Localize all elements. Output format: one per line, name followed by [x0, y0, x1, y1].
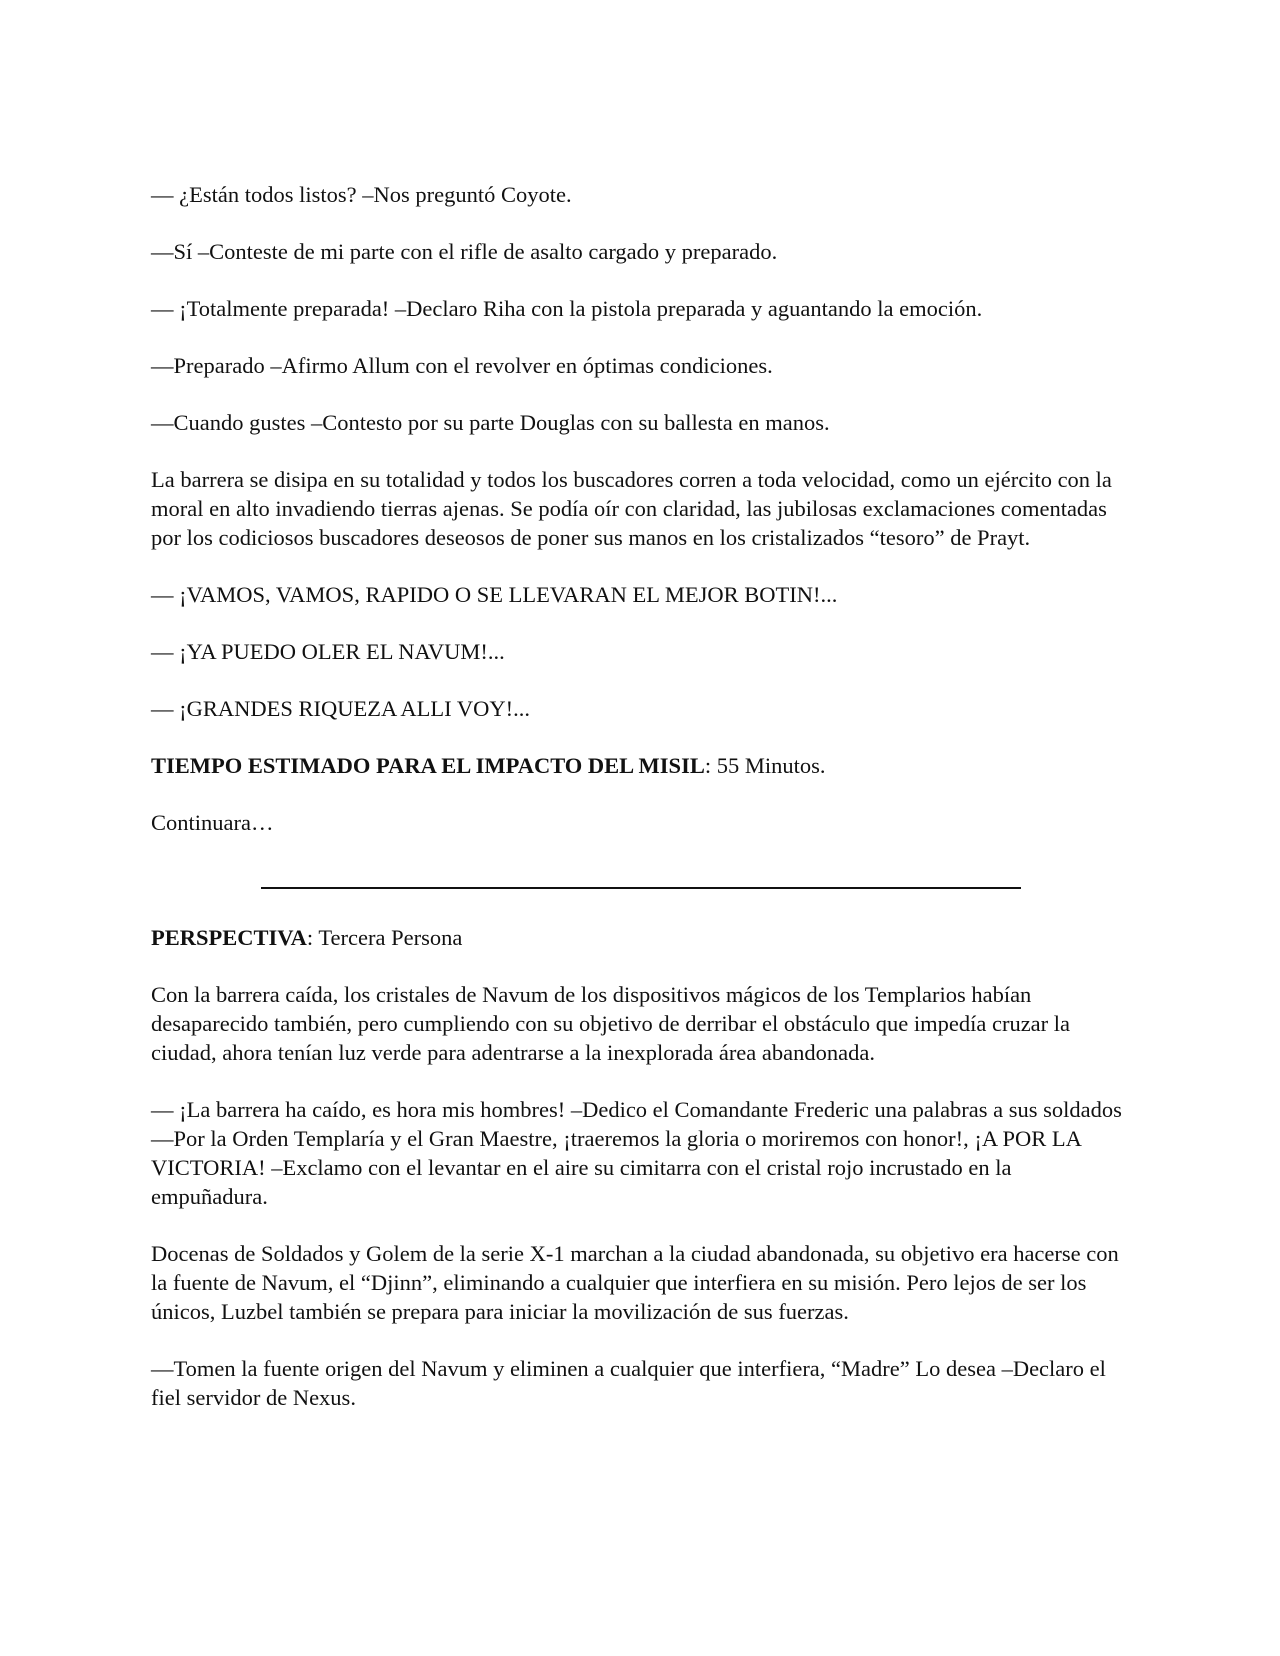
dialogue-paragraph: — ¡La barrera ha caído, es hora mis hombres! –Dedico el Comandante Frederic una palabras a sus soldados —Por la Orden Templaría y el Gran Maestre, ¡traeremos la gloria o moriremos con honor!, ¡A POR LA VICTORIA! –Exclamo con el levantar en el aire su cimitarra con el cristal rojo incrustado en la empuñadura.: [151, 1097, 1122, 1209]
dialogue-line: —Preparado –Afirmo Allum con el revolver en óptimas condiciones.: [151, 353, 773, 378]
dialogue-paragraph: —Tomen la fuente origen del Navum y eliminen a cualquier que interfiera, “Madre” Lo desea –Declaro el fiel servidor de Nexus.: [151, 1356, 1106, 1410]
document-body: [151, 180, 1131, 1440]
narrative-paragraph: La barrera se disipa en su totalidad y todos los buscadores corren a toda velocidad, como un ejército con la moral en alto invadiendo tierras ajenas. Se podía oír con claridad, las jubilosas exclamaciones comentadas por los codiciosos buscadores deseosos de poner sus manos en los cristalizados “tesoro” de Prayt.: [151, 467, 1112, 550]
perspective-label: PERSPECTIVA: [151, 925, 307, 950]
dialogue-line: —Sí –Conteste de mi parte con el rifle de asalto cargado y preparado.: [151, 239, 778, 264]
perspective-heading: [151, 923, 1131, 952]
missile-timer: [151, 751, 1131, 780]
narrative-paragraph: Con la barrera caída, los cristales de Navum de los dispositivos mágicos de los Templarios habían desaparecido también, pero cumpliendo con su objetivo de derribar el obstáculo que impedía cruzar la ciudad, ahora tenían luz verde para adentrarse a la inexplorada área abandonada.: [151, 982, 1071, 1065]
narrative-paragraph: Docenas de Soldados y Golem de la serie X-1 marchan a la ciudad abandonada, su objetivo era hacerse con la fuente de Navum, el “Djinn”, eliminando a cualquier que interfiera en su misión. Pero lejos de ser los únicos, Luzbel también se prepara para iniciar la movilización de sus fuerzas.: [151, 1241, 1119, 1324]
dialogue-line: — ¡GRANDES RIQUEZA ALLI VOY!...: [151, 696, 530, 721]
section-separator: [261, 887, 1021, 889]
perspective-value: : Tercera Persona: [306, 925, 463, 950]
missile-timer-value: : 55 Minutos.: [704, 753, 826, 778]
dialogue-line: — ¿Están todos listos? –Nos preguntó Coyote.: [151, 182, 572, 207]
dialogue-line: — ¡YA PUEDO OLER EL NAVUM!...: [151, 639, 505, 664]
dialogue-line: — ¡VAMOS, VAMOS, RAPIDO O SE LLEVARAN EL MEJOR BOTIN!...: [151, 582, 838, 607]
dialogue-line: — ¡Totalmente preparada! –Declaro Riha con la pistola preparada y aguantando la emoción.: [151, 296, 983, 321]
missile-timer-label: TIEMPO ESTIMADO PARA EL IMPACTO DEL MISIL: [151, 753, 705, 778]
dialogue-line: —Cuando gustes –Contesto por su parte Douglas con su ballesta en manos.: [151, 410, 830, 435]
continue-note: Continuara…: [151, 810, 274, 835]
